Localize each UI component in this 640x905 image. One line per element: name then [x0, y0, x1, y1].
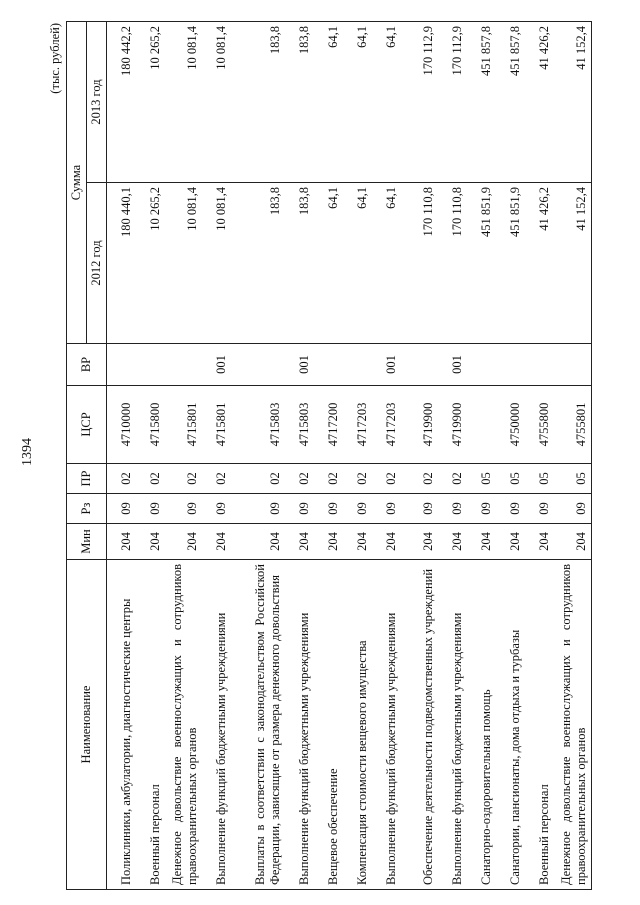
row-vr: 001 [438, 344, 467, 386]
row-min: 204 [343, 524, 372, 560]
row-name: Денежное довольствие военнослужащих и сотрудников правоохранительных органов [165, 560, 202, 890]
row-pr: 02 [401, 464, 438, 494]
row-rz: 09 [467, 494, 496, 524]
row-name: Обеспечение деятельности подведомственных учреждений [401, 560, 438, 890]
row-pr: 02 [136, 464, 165, 494]
row-sum-2013: 170 112,9 [401, 22, 438, 183]
row-min: 204 [107, 524, 137, 560]
row-rz: 09 [401, 494, 438, 524]
row-vr [401, 344, 438, 386]
row-pr: 05 [467, 464, 496, 494]
row-csr: 4715801 [202, 386, 231, 464]
row-pr: 02 [202, 464, 231, 494]
row-vr: 001 [372, 344, 401, 386]
row-sum-2012: 10 081,4 [202, 183, 231, 344]
row-rz: 09 [136, 494, 165, 524]
row-pr: 02 [285, 464, 314, 494]
row-rz: 09 [438, 494, 467, 524]
row-min: 204 [372, 524, 401, 560]
row-csr: 4717203 [343, 386, 372, 464]
page-number: 1394 [20, 438, 35, 466]
row-vr [496, 344, 525, 386]
row-pr: 02 [438, 464, 467, 494]
row-pr: 02 [372, 464, 401, 494]
row-sum-2012: 183,8 [231, 183, 285, 344]
row-csr: 4715800 [136, 386, 165, 464]
row-name: Военный персонал [525, 560, 554, 890]
row-name: Выполнение функций бюджетными учреждениями [438, 560, 467, 890]
row-csr: 4715803 [231, 386, 285, 464]
row-sum-2013: 10 081,4 [202, 22, 231, 183]
row-csr: 4710000 [107, 386, 137, 464]
row-sum-2012: 64,1 [343, 183, 372, 344]
rotated-document [46, 15, 616, 890]
row-csr: 4715801 [165, 386, 202, 464]
row-vr [165, 344, 202, 386]
row-vr [136, 344, 165, 386]
unit-note: (тыс. рублей) [48, 23, 62, 94]
row-sum-2013: 64,1 [372, 22, 401, 183]
header-year-2012: 2012 год [87, 183, 107, 344]
row-sum-2012: 41 152,4 [554, 183, 592, 344]
row-rz: 09 [372, 494, 401, 524]
row-vr: 001 [285, 344, 314, 386]
row-sum-2012: 10 081,4 [165, 183, 202, 344]
row-sum-2013: 183,8 [285, 22, 314, 183]
row-min: 204 [165, 524, 202, 560]
row-rz: 09 [231, 494, 285, 524]
row-name: Санаторно-оздоровительная помощь [467, 560, 496, 890]
row-min: 204 [285, 524, 314, 560]
row-rz: 09 [525, 494, 554, 524]
row-name: Военный персонал [136, 560, 165, 890]
row-vr [314, 344, 343, 386]
budget-table [66, 21, 592, 890]
row-pr: 02 [107, 464, 137, 494]
row-vr [231, 344, 285, 386]
row-pr: 02 [314, 464, 343, 494]
row-name: Денежное довольствие военнослужащих и сотрудников правоохранительных органов [554, 560, 592, 890]
header-sum: Сумма [67, 22, 87, 344]
row-sum-2012: 41 426,2 [525, 183, 554, 344]
row-pr: 02 [343, 464, 372, 494]
row-min: 204 [496, 524, 525, 560]
row-csr: 4755800 [525, 386, 554, 464]
row-min: 204 [136, 524, 165, 560]
row-min: 204 [231, 524, 285, 560]
row-sum-2012: 183,8 [285, 183, 314, 344]
row-sum-2012: 180 440,1 [107, 183, 137, 344]
row-csr: 4755801 [554, 386, 592, 464]
row-sum-2013: 64,1 [314, 22, 343, 183]
header-csr: ЦСР [67, 386, 107, 464]
row-pr: 05 [496, 464, 525, 494]
row-sum-2013: 64,1 [343, 22, 372, 183]
header-name: Наименование [67, 560, 107, 890]
row-vr [525, 344, 554, 386]
row-sum-2013: 183,8 [231, 22, 285, 183]
header-rz: Рз [67, 494, 107, 524]
row-pr: 05 [554, 464, 592, 494]
row-sum-2013: 10 265,2 [136, 22, 165, 183]
row-name: Выполнение функций бюджетными учреждениями [202, 560, 231, 890]
row-min: 204 [554, 524, 592, 560]
header-min: Мин [67, 524, 107, 560]
row-vr: 001 [202, 344, 231, 386]
row-vr [107, 344, 137, 386]
header-pr: ПР [67, 464, 107, 494]
row-csr: 4715803 [285, 386, 314, 464]
row-min: 204 [438, 524, 467, 560]
row-name: Выплаты в соответствии с законодательством Российской Федерации, зависящие от размера денежного довольствия [231, 560, 285, 890]
row-min: 204 [314, 524, 343, 560]
row-sum-2013: 170 112,9 [438, 22, 467, 183]
row-rz: 09 [554, 494, 592, 524]
row-sum-2013: 451 857,8 [467, 22, 496, 183]
row-min: 204 [202, 524, 231, 560]
row-rz: 09 [343, 494, 372, 524]
row-name: Вещевое обеспечение [314, 560, 343, 890]
row-sum-2012: 170 110,8 [401, 183, 438, 344]
row-rz: 09 [314, 494, 343, 524]
row-min: 204 [525, 524, 554, 560]
row-name: Выполнение функций бюджетными учреждениями [372, 560, 401, 890]
row-name: Санатории, пансионаты, дома отдыха и турбазы [496, 560, 525, 890]
row-name: Компенсация стоимости вещевого имущества [343, 560, 372, 890]
row-vr [343, 344, 372, 386]
row-csr [467, 386, 496, 464]
row-min: 204 [467, 524, 496, 560]
row-rz: 09 [202, 494, 231, 524]
row-pr: 05 [525, 464, 554, 494]
row-rz: 09 [496, 494, 525, 524]
row-pr: 02 [231, 464, 285, 494]
row-sum-2012: 451 851,9 [467, 183, 496, 344]
row-csr: 4717203 [372, 386, 401, 464]
row-name: Поликлиники, амбулатории, диагностические центры [107, 560, 137, 890]
header-vr: ВР [67, 344, 107, 386]
row-sum-2012: 64,1 [314, 183, 343, 344]
row-rz: 09 [107, 494, 137, 524]
row-csr: 4719900 [438, 386, 467, 464]
row-pr: 02 [165, 464, 202, 494]
row-name: Выполнение функций бюджетными учреждениями [285, 560, 314, 890]
row-sum-2013: 10 081,4 [165, 22, 202, 183]
row-rz: 09 [285, 494, 314, 524]
row-rz: 09 [165, 494, 202, 524]
row-min: 204 [401, 524, 438, 560]
row-sum-2012: 10 265,2 [136, 183, 165, 344]
header-year-2013: 2013 год [87, 22, 107, 183]
row-sum-2013: 180 442,2 [107, 22, 137, 183]
row-sum-2012: 64,1 [372, 183, 401, 344]
row-sum-2012: 170 110,8 [438, 183, 467, 344]
row-sum-2013: 451 857,8 [496, 22, 525, 183]
row-sum-2012: 451 851,9 [496, 183, 525, 344]
row-sum-2013: 41 152,4 [554, 22, 592, 183]
row-vr [554, 344, 592, 386]
row-csr: 4750000 [496, 386, 525, 464]
row-vr [467, 344, 496, 386]
row-csr: 4717200 [314, 386, 343, 464]
row-csr: 4719900 [401, 386, 438, 464]
row-sum-2013: 41 426,2 [525, 22, 554, 183]
